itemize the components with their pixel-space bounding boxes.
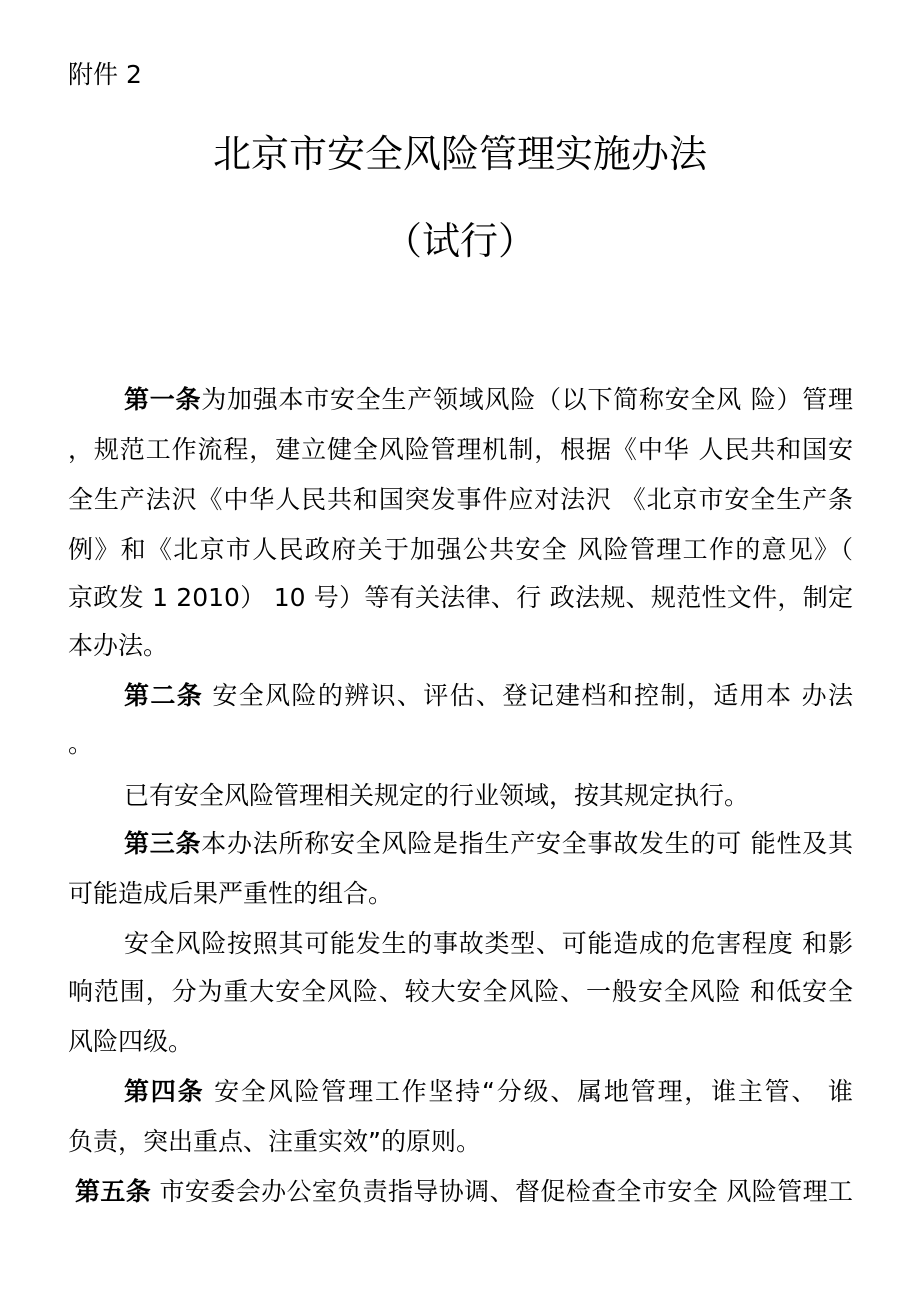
article-3-line-1 <box>124 826 853 862</box>
article-1-line-1 <box>124 382 853 418</box>
article-2-label: 第二条 <box>124 681 204 710</box>
article-1-line-2: ，规范工作流程，建立健全风险管理机制，根据《中华 人民共和国安 <box>68 435 853 464</box>
article-3-line-3: 安全风险按照其可能发生的事故类型、可能造成的危害程度 和影 <box>124 929 853 958</box>
article-4-line-1 <box>124 1074 853 1110</box>
article-1-text-1: 为加强本市安全生产领域风险（以下简称安全风 险）管理 <box>201 385 853 414</box>
article-1-line-3: 全生产法沢《中华人民共和国突发事件应对法沢 《北京市安全生产条 <box>68 485 853 514</box>
article-1-label: 第一条 <box>124 385 202 414</box>
article-4-line-2: 负责，突出重点、注重实效”的原则。 <box>68 1127 481 1156</box>
article-3-line-4: 响范围，分为重大安全风险、较大安全风险、一般安全风险 和低安全 <box>68 977 853 1006</box>
article-5-line-1 <box>75 1174 853 1210</box>
article-1-line-6: 本办法。 <box>68 631 169 660</box>
article-1-line-5: 京政发 1 2010） 10 号）等有关法律、行 政法规、规范性文件，制定 <box>68 583 853 612</box>
article-2-line-2: 。 <box>68 729 94 758</box>
attachment-label: 附件 2 <box>68 60 142 89</box>
article-5-label: 第五条 <box>75 1177 152 1206</box>
article-1-line-4: 例》和《北京市人民政府关于加强公共安全 风险管理工作的意见》（ <box>68 535 853 564</box>
article-3-line-5: 风险四级。 <box>68 1027 194 1056</box>
article-3-text-1: 本办法所称安全风险是指生产安全事故发生的可 能性及其 <box>201 829 853 858</box>
article-4-label: 第四条 <box>124 1077 205 1106</box>
article-3-label: 第三条 <box>124 829 202 858</box>
page-subtitle: （试行） <box>383 219 536 263</box>
article-2-text-1: 安全风险的辨识、评估、登记建档和控制，适用本 办法 <box>203 681 853 710</box>
article-2-line-1 <box>124 678 853 714</box>
article-3-line-2: 可能造成后果严重性的组合。 <box>68 879 394 908</box>
article-4-text-1: 安全风险管理工作坚持“分级、属地管理，谁主管、 谁 <box>204 1077 853 1106</box>
page-title: 北京市安全风险管理实施办法 <box>212 132 707 176</box>
article-2-line-3: 已有安全风险管理相关规定的行业领域，按其规定执行。 <box>124 781 750 810</box>
article-5-text-1: 市安委会办公室负责指导协调、督促检查全市安全 风险管理工 <box>151 1177 853 1206</box>
